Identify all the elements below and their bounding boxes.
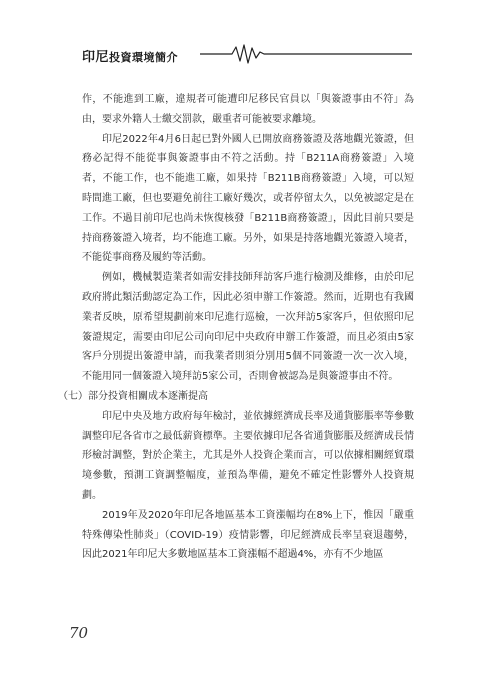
paragraph-wage-growth: 2019年及2020年印尼各地區基本工資漲幅均在8%上下，惟因「嚴重特殊傳染性肺炎」（COVID-19）疫情影響，印尼經濟成長率呈衰退趨勢，因此2021年印尼大多數地區基本工資漲幅不超過4%，亦有不少地區 — [82, 509, 414, 561]
paragraph-example: 例如，機械製造業者如需安排技師拜訪客戶進行檢測及維修，由於印尼政府將此類活動認定為工作，因此必須申辦工作簽證。然而，近期也有我國業者反映，原希望規劃前來印尼進行巡檢，一次拜訪5家客戶，但依照印尼簽證規定，需要由印尼公司向印尼中央政府申辦工作簽證，而且必須由5家客戶分別提出簽證申請，而我業者則須分別用5個不同簽證一次一次入境，不能用同一個簽證入境拜訪5家公司，否則會被認為是與簽證事由不符。 — [82, 272, 414, 383]
page-header — [82, 40, 412, 68]
body-text — [58, 90, 414, 565]
header-title-main: 印尼 — [82, 50, 110, 65]
paragraph-continuation: 作，不能進到工廠，違規者可能遭印尼移民官員以「與簽證事由不符」為由，要求外籍人士繳交罰款，嚴重者可能被要求離境。 — [82, 94, 414, 125]
section-heading: （七）部分投資相關成本逐漸提高 — [58, 390, 208, 402]
paragraph-visa-policy: 印尼2022年4月6日起已對外國人已開放商務簽證及落地觀光簽證，但務必記得不能從事與簽證事由不符之活動。持「B211A商務簽證」入境者，不能工作，也不能進工廠，如果持「B211B商務簽證」入境，可以短時間進工廠，但也要避免前往工廠好幾次，或者停留太久，以免被認定是在工作。不過目前印尼也尚未恢復核發「B211B商務簽證」，因此目前只要是持商務簽證入境者，均不能進工廠。另外，如果是持落地觀光簽證入境者，不能從事商務及履約等活動。 — [82, 133, 414, 264]
paragraph-wage-review: 印尼中央及地方政府每年檢討，並依據經濟成長率及通貨膨脹率等參數調整印尼各省市之最低薪資標準。主要依據印尼各省通貨膨脹及經濟成長情形檢討調整，對於企業主，尤其是外人投資企業而言，可以依據相關經貿環境參數，預測工資調整幅度，並預為準備，避免不確定性影響外人投資規劃。 — [82, 410, 414, 501]
header-title — [82, 46, 178, 65]
header-title-sub: 投資環境簡介 — [109, 51, 179, 64]
page-number: 70 — [69, 624, 89, 642]
